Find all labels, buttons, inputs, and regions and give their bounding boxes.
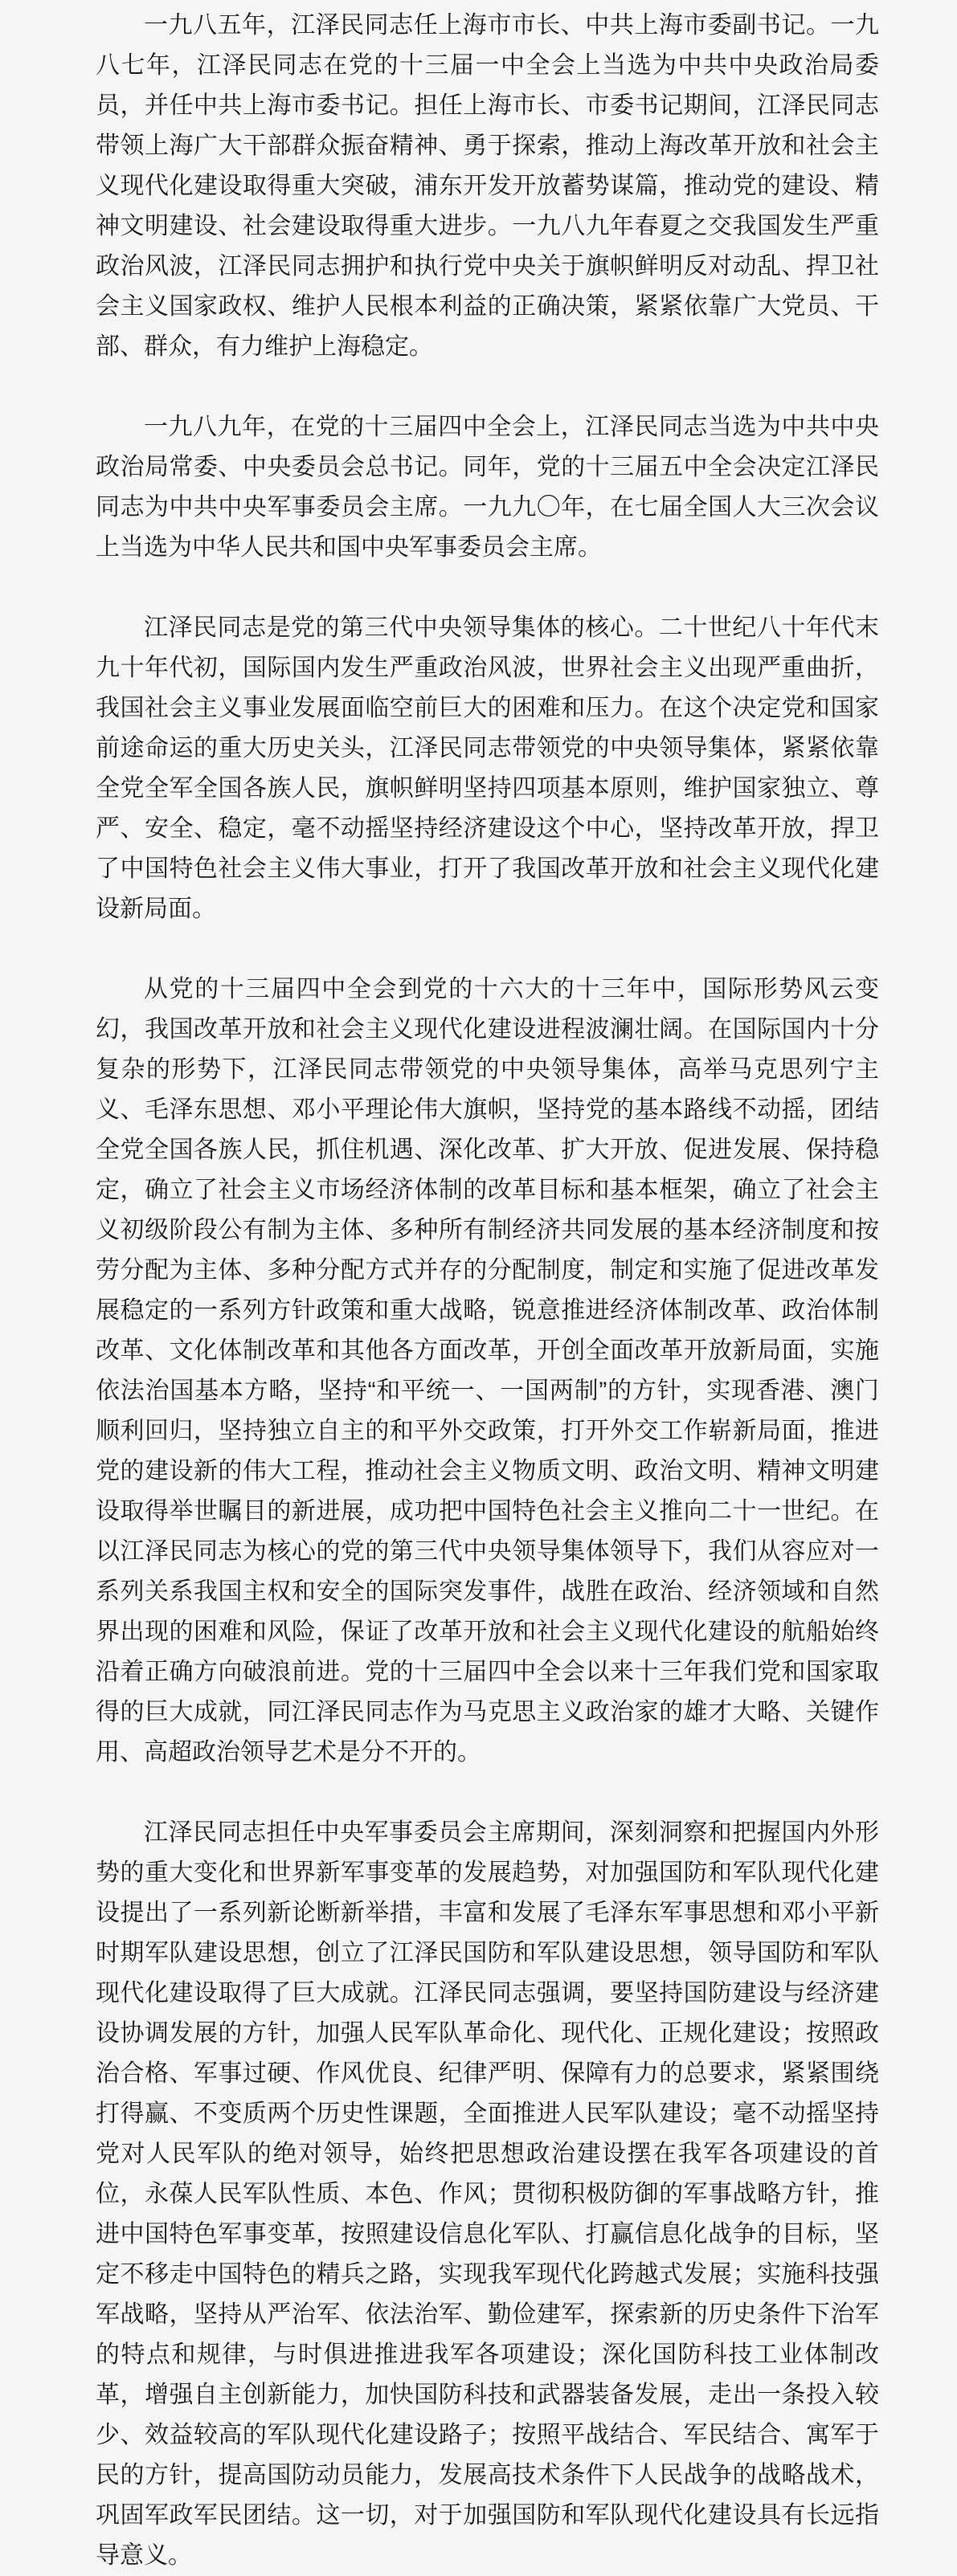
paragraph-13th-to-16th-congress: 从党的十三届四中全会到党的十六大的十三年中，国际形势风云变幻，我国改革开放和社会主义现代化建设进程波澜壮阔。在国际国内十分复杂的形势下，江泽民同志带领党的中央领导集体，高举马克思列宁主义、毛泽东思想、邓小平理论伟大旗帜，坚持党的基本路线不动摇，团结全党全国各族人民，抓住机遇、深化改革、扩大开放、促进发展、保持稳定，确立了社会主义市场经济体制的改革目标和基本框架，确立了社会主义初级阶段公有制为主体、多种所有制经济共同发展的基本经济制度和按劳分配为主体、多种分配方式并存的分配制度，制定和实施了促进改革发展稳定的一系列方针政策和重大战略，锐意推进经济体制改革、政治体制改革、文化体制改革和其他各方面改革，开创全面改革开放新局面，实施依法治国基本方略，坚持“和平统一、一国两制”的方针，实现香港、澳门顺利回归，坚持独立自主的和平外交政策，打开外交工作崭新局面，推进党的建设新的伟大工程，推动社会主义物质文明、政治文明、精神文明建设取得举世瞩目的新进展，成功把中国特色社会主义推向二十一世纪。在以江泽民同志为核心的党的第三代中央领导集体领导下，我们从容应对一系列关系我国主权和安全的国际突发事件，战胜在政治、经济领域和自然界出现的困难和风险，保证了改革开放和社会主义现代化建设的航船始终沿着正确方向破浪前进。党的十三届四中全会以来十三年我们党和国家取得的巨大成就，同江泽民同志作为马克思主义政治家的雄才大略、关键作用、高超政治领导艺术是分不开的。 [96, 976, 879, 1766]
article-body [96, 6, 879, 2576]
paragraph-1989-elections: 一九八九年，在党的十三届四中全会上，江泽民同志当选为中共中央政治局常委、中央委员会总书记。同年，党的十三届五中全会决定江泽民同志为中共中央军事委员会主席。一九九〇年，在七届全国人大三次会议上当选为中华人民共和国中央军事委员会主席。 [96, 414, 879, 561]
paragraph-third-generation-core: 江泽民同志是党的第三代中央领导集体的核心。二十世纪八十年代末九十年代初，国际国内发生严重政治风波，世界社会主义出现严重曲折，我国社会主义事业发展面临空前巨大的困难和压力。在这个决定党和国家前途命运的重大历史关头，江泽民同志带领党的中央领导集体，紧紧依靠全党全军全国各族人民，旗帜鲜明坚持四项基本原则，维护国家独立、尊严、安全、稳定，毫不动摇坚持经济建设这个中心，坚持改革开放，捍卫了中国特色社会主义伟大事业，打开了我国改革开放和社会主义现代化建设新局面。 [96, 614, 879, 922]
paragraph-cmc-chairman: 江泽民同志担任中央军事委员会主席期间，深刻洞察和把握国内外形势的重大变化和世界新军事变革的发展趋势，对加强国防和军队现代化建设提出了一系列新论断新举措，丰富和发展了毛泽东军事思想和邓小平新时期军队建设思想，创立了江泽民国防和军队建设思想，领导国防和军队现代化建设取得了巨大成就。江泽民同志强调，要坚持国防建设与经济建设协调发展的方针，加强人民军队革命化、现代化、正规化建设；按照政治合格、军事过硬、作风优良、纪律严明、保障有力的总要求，紧紧围绕打得赢、不变质两个历史性课题，全面推进人民军队建设；毫不动摇坚持党对人民军队的绝对领导，始终把思想政治建设摆在我军各项建设的首位，永葆人民军队性质、本色、作风；贯彻积极防御的军事战略方针，推进中国特色军事变革，按照建设信息化军队、打赢信息化战争的目标，坚定不移走中国特色的精兵之路，实现我军现代化跨越式发展；实施科技强军战略，坚持从严治军、依法治军、勤俭建军，探索新的历史条件下治军的特点和规律，与时俱进推进我军各项建设；深化国防科技工业体制改革，增强自主创新能力，加快国防科技和武器装备发展，走出一条投入较少、效益较高的军队现代化建设路子；按照平战结合、军民结合、寓军于民的方针，提高国防动员能力，发展高技术条件下人民战争的战略战术，巩固军政军民团结。这一切，对于加强国防和军队现代化建设具有长远指导意义。 [96, 1819, 879, 2569]
paragraph-shanghai-years: 一九八五年，江泽民同志任上海市市长、中共上海市委副书记。一九八七年，江泽民同志在党的十三届一中全会上当选为中共中央政治局委员，并任中共上海市委书记。担任上海市长、市委书记期间，江泽民同志带领上海广大干部群众振奋精神、勇于探索，推动上海改革开放和社会主义现代化建设取得重大突破，浦东开发开放蓄势谋篇，推动党的建设、精神文明建设、社会建设取得重大进步。一九八九年春夏之交我国发生严重政治风波，江泽民同志拥护和执行党中央关于旗帜鲜明反对动乱、捍卫社会主义国家政权、维护人民根本利益的正确决策，紧紧依靠广大党员、干部、群众，有力维护上海稳定。 [96, 12, 879, 360]
